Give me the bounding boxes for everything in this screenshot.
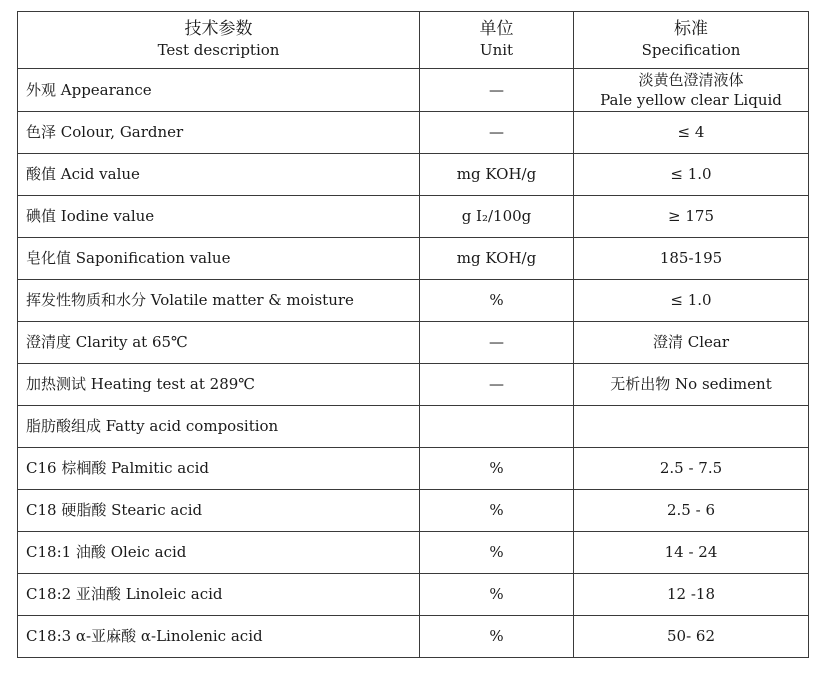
header-col1-zh: 技术参数 [184, 19, 253, 39]
row-unit: % [420, 616, 574, 658]
table-row [18, 69, 809, 112]
row-description: C18:1 油酸 Oleic acid [18, 532, 420, 574]
row-unit: % [420, 532, 574, 574]
table-row [18, 238, 809, 280]
table-row [18, 616, 809, 658]
row-specification [574, 69, 809, 112]
row-description: 脂肪酸组成 Fatty acid composition [18, 406, 420, 448]
row-unit: % [420, 574, 574, 616]
row-specification: 14 - 24 [574, 532, 809, 574]
row-specification: 185-195 [574, 238, 809, 280]
header-col1-en: Test description [157, 41, 280, 59]
row-specification: 12 -18 [574, 574, 809, 616]
row-unit: g I₂/100g [420, 196, 574, 238]
header-unit [420, 12, 574, 69]
row-specification: 50- 62 [574, 616, 809, 658]
table-row [18, 322, 809, 364]
row-specification: ≤ 4 [574, 112, 809, 154]
row-unit: mg KOH/g [420, 154, 574, 196]
header-row [18, 12, 809, 69]
row-specification-zh: 淡黄色澄清液体 [638, 71, 744, 89]
row-description: C18:3 α-亚麻酸 α-Linolenic acid [18, 616, 420, 658]
row-unit: — [420, 112, 574, 154]
row-unit: mg KOH/g [420, 238, 574, 280]
row-description: 皂化值 Saponification value [18, 238, 420, 280]
row-unit: — [420, 69, 574, 112]
row-specification: 澄清 Clear [574, 322, 809, 364]
table-row [18, 448, 809, 490]
table-row [18, 112, 809, 154]
header-col2-zh: 单位 [479, 19, 514, 39]
header-specification [574, 12, 809, 69]
row-description: C18 硬脂酸 Stearic acid [18, 490, 420, 532]
row-specification-en: Pale yellow clear Liquid [600, 91, 782, 109]
row-unit [420, 406, 574, 448]
table-row [18, 196, 809, 238]
header-col3-zh: 标准 [674, 19, 708, 39]
table-row [18, 574, 809, 616]
row-description: 色泽 Colour, Gardner [18, 112, 420, 154]
row-description: 澄清度 Clarity at 65℃ [18, 322, 420, 364]
row-unit: % [420, 490, 574, 532]
row-description: 挥发性物质和水分 Volatile matter & moisture [18, 280, 420, 322]
row-unit: % [420, 280, 574, 322]
row-unit: % [420, 448, 574, 490]
row-description: 碘值 Iodine value [18, 196, 420, 238]
row-specification: 2.5 - 7.5 [574, 448, 809, 490]
row-description: C16 棕榈酸 Palmitic acid [18, 448, 420, 490]
row-unit: — [420, 322, 574, 364]
header-col2-en: Unit [479, 41, 514, 59]
table-row [18, 154, 809, 196]
row-specification: 2.5 - 6 [574, 490, 809, 532]
row-specification [574, 406, 809, 448]
header-test-description [18, 12, 420, 69]
row-specification: ≤ 1.0 [574, 154, 809, 196]
table-row [18, 490, 809, 532]
row-description: 酸值 Acid value [18, 154, 420, 196]
row-description: C18:2 亚油酸 Linoleic acid [18, 574, 420, 616]
table-row [18, 532, 809, 574]
row-specification: ≥ 175 [574, 196, 809, 238]
table-row [18, 280, 809, 322]
row-specification: 无析出物 No sediment [574, 364, 809, 406]
table-row [18, 406, 809, 448]
row-unit: — [420, 364, 574, 406]
header-col3-en: Specification [641, 41, 741, 59]
row-specification: ≤ 1.0 [574, 280, 809, 322]
row-description: 外观 Appearance [18, 69, 420, 112]
table-row [18, 364, 809, 406]
specification-table [17, 11, 809, 658]
row-description: 加热测试 Heating test at 289℃ [18, 364, 420, 406]
